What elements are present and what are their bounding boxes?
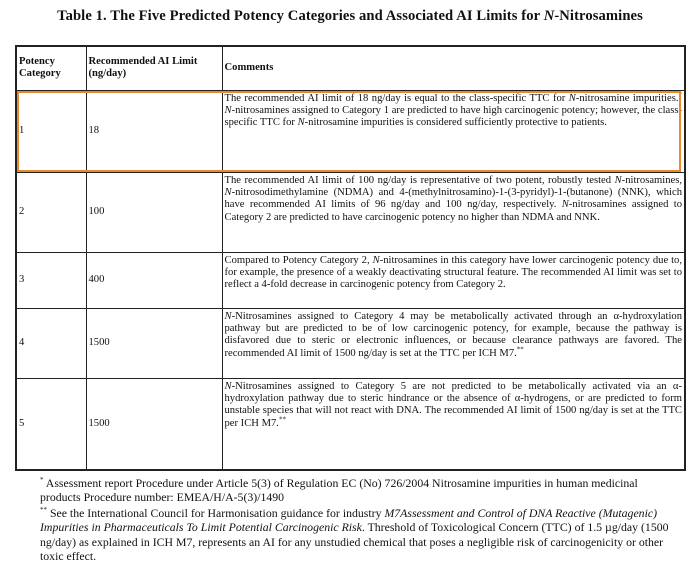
header-row: [16, 46, 685, 90]
text-run: -nitrosamines in this category have lower carcinogenic potency due to, for example, the presence of a weakly deactivating structural feature. The recommended AI limit was set to reflect a 4-fold decrease in carcinogenic potency from Category 2.: [224, 254, 682, 291]
italic-text: N: [297, 117, 305, 129]
text-run: . Threshold of Toxicological Concern (TTC) of 1.5 µg/day (1500 ng/day) as explained in ICH M7, represents an AI for any unstudied chemical that poses a negligible risk of carcinogenicity or other toxic effect.: [40, 520, 669, 564]
table-row: [16, 172, 685, 252]
italic-text: N: [224, 104, 232, 116]
text-run: -nitrosamines,: [621, 174, 682, 186]
header-category: Potency Category: [16, 46, 86, 90]
footnote-marker: *: [678, 89, 682, 98]
text-run: The recommended AI limit of 18 ng/day is equal to the class-specific TTC for: [224, 92, 569, 104]
title-prefix: Table 1. The Five Predicted Potency Categories and Associated AI Limits for: [57, 8, 544, 24]
text-run: -nitrosamines assigned to Category 1 are predicted to have high carcinogenic potency; however, the class-specific TTC for: [224, 104, 682, 129]
table-row: [16, 252, 685, 308]
cell-comment: [222, 90, 685, 172]
footnotes: [40, 476, 670, 564]
footnote-marker: *: [40, 476, 44, 485]
cell-limit: 18: [86, 90, 222, 172]
table-row: [16, 378, 685, 470]
table-row: [16, 90, 685, 172]
italic-text: N: [561, 199, 569, 211]
text-run: Assessment report Procedure under Article 5(3) of Regulation EC (No) 726/2004 Nitrosamine impurities in human medicinal products Procedure number: EMEA/H/A-5(3)/1490: [40, 476, 638, 505]
cell-limit: 1500: [86, 308, 222, 378]
table-title: [0, 8, 700, 25]
italic-text: N: [614, 174, 622, 186]
cell-comment: [222, 308, 685, 378]
text-run: The recommended AI limit of 100 ng/day is representative of two potent, robustly tested: [224, 174, 615, 186]
cell-comment: [222, 378, 685, 470]
italic-text: N: [224, 380, 232, 392]
cell-category: 5: [16, 378, 86, 470]
footnote-marker: **: [516, 345, 524, 354]
footnote-marker: **: [278, 415, 286, 424]
cell-limit: 100: [86, 172, 222, 252]
text-run: -nitrosamines assigned to Category 2 are predicted to have carcinogenic potency no higher than NDMA and NNK.: [224, 199, 683, 223]
italic-text: M7Assessment and Control of DNA Reactive (Mutagenic) Impurities in Pharmaceuticals To Limit Potential Carcinogenic Risk: [40, 505, 658, 535]
cell-limit: 400: [86, 252, 222, 308]
cell-limit: 1500: [86, 378, 222, 470]
italic-text: N: [568, 92, 576, 104]
text-run: -nitrosodimethylamine (NDMA) and 4-(methylnitrosamino)-1-(3-pyridyl)-1-(butanone) (NNK), which have recommended AI limits of 96 ng/day and 100 ng/day, respectively.: [224, 186, 682, 211]
cell-category: 4: [16, 308, 86, 378]
potency-table: [15, 45, 686, 471]
text-run: -nitrosamine impurities.: [575, 92, 679, 104]
footnote: [40, 506, 670, 564]
italic-text: N: [372, 254, 380, 266]
text-run: Compared to Potency Category 2,: [224, 254, 373, 266]
title-italic: N: [543, 8, 555, 24]
cell-category: 2: [16, 172, 86, 252]
cell-comment: [222, 172, 685, 252]
italic-text: N: [224, 186, 232, 198]
cell-category: 1: [16, 90, 86, 172]
table-row: [16, 308, 685, 378]
footnote: [40, 476, 670, 505]
title-suffix: -Nitrosamines: [554, 8, 643, 24]
italic-text: N: [224, 310, 232, 322]
text-run: See the International Council for Harmonisation guidance for industry: [47, 505, 385, 520]
text-run: -Nitrosamines assigned to Category 5 are not predicted to be metabolically activated via an α-hydroxylation pathway due to steric hindrance or the absence of α-hydrogens, or are predicted to form unstable species that will not react with DNA. The recommended AI limit of 1500 ng/day is set at the TTC per ICH M7.: [224, 380, 682, 429]
text-run: -Nitrosamines assigned to Category 4 may be metabolically activated through an α-hydroxylation pathway but are predicted to be of low carcinogenic potency, for example, because the pathway is disfavored due to steric or electronic influences, or because clearance pathways are favored. The recommended AI limit of 1500 ng/day is set at the TTC per ICH M7.: [224, 310, 682, 359]
text-run: -nitrosamine impurities is considered sufficiently protective to patients.: [304, 117, 607, 129]
cell-category: 3: [16, 252, 86, 308]
cell-comment: [222, 252, 685, 308]
header-comments: Comments: [222, 46, 685, 90]
footnote-marker: **: [40, 505, 47, 514]
header-limit: Recommended AI Limit (ng/day): [86, 46, 222, 90]
